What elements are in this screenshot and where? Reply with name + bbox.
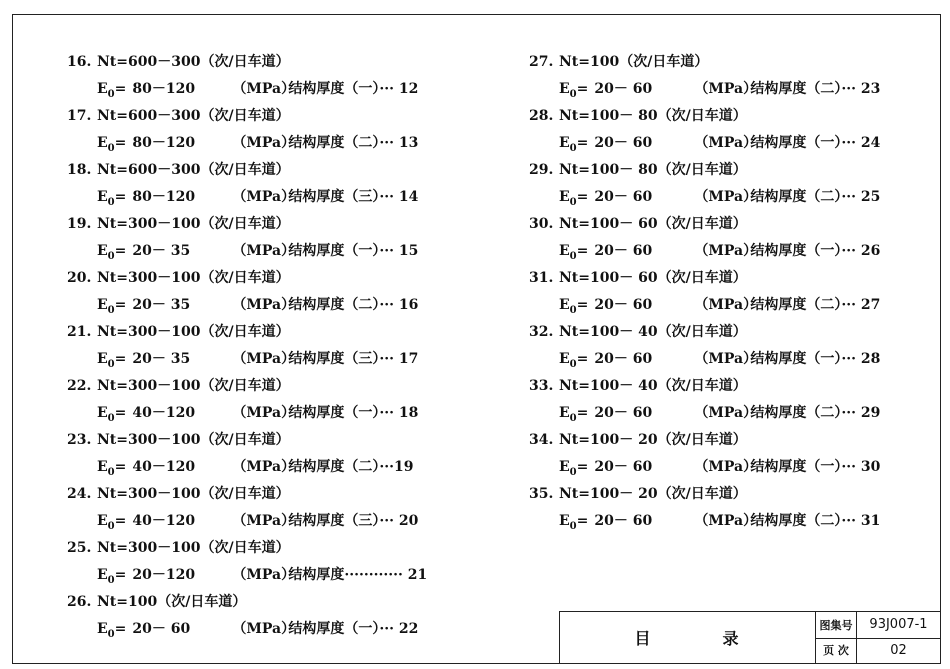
toc-entry-modulus-unit: （MPa） — [232, 135, 296, 151]
toc-entry-modulus-unit: （MPa） — [232, 189, 296, 205]
toc-entry-description: 结构厚度（二）···19 — [288, 459, 414, 475]
toc-entry-traffic-line — [67, 537, 290, 557]
toc-entry-modulus-line — [97, 78, 418, 100]
toc-entry-description: 结构厚度（一）··· 15 — [288, 243, 419, 259]
toc-entry-modulus-range: 20－ 60 — [594, 405, 653, 421]
toc-entry-number: 34. — [529, 432, 554, 448]
toc-entry-number: 19. — [67, 216, 92, 232]
modulus-symbol: $E_0=$ — [97, 243, 127, 262]
title-block — [559, 611, 940, 663]
toc-entry-traffic-unit: （次/日车道） — [657, 432, 747, 448]
toc-entry-modulus-unit: （MPa） — [232, 351, 296, 367]
toc-entry-traffic-line — [67, 51, 290, 71]
toc-entry — [529, 321, 949, 375]
toc-entry-modulus-unit: （MPa） — [232, 243, 296, 259]
toc-entry-traffic: Nt=600－300 — [97, 162, 201, 178]
title-char-2: 录 — [722, 629, 741, 648]
toc-entry — [67, 213, 507, 267]
title-block-grid — [815, 612, 940, 663]
toc-entry-traffic-unit: （次/日车道） — [200, 216, 290, 232]
toc-entry — [67, 483, 507, 537]
toc-entry-traffic-line — [67, 591, 246, 611]
toc-entry-traffic: Nt=600－300 — [97, 108, 201, 124]
modulus-symbol: $E_0=$ — [97, 567, 127, 586]
toc-entry-modulus-unit: （MPa） — [232, 81, 296, 97]
toc-entry-modulus-range: 20－ 60 — [594, 189, 653, 205]
toc-entry-modulus-unit: （MPa） — [232, 297, 296, 313]
toc-entry-traffic-unit: （次/日车道） — [200, 54, 290, 70]
toc-entry-modulus-unit: （MPa） — [694, 405, 758, 421]
toc-entry — [67, 591, 507, 645]
toc-entry-number: 20. — [67, 270, 92, 286]
modulus-symbol: $E_0=$ — [97, 189, 127, 208]
toc-entry — [529, 159, 949, 213]
toc-entry-modulus-unit: （MPa） — [694, 513, 758, 529]
toc-entry-modulus-line — [97, 618, 418, 640]
toc-entry-traffic-line — [67, 321, 290, 341]
toc-entry-number: 29. — [529, 162, 554, 178]
page-number-row — [816, 638, 940, 664]
toc-entry-description: 结构厚度（一）··· 30 — [750, 459, 881, 475]
toc-entry-traffic-line — [529, 159, 747, 179]
toc-entry — [67, 537, 507, 591]
toc-entry — [67, 267, 507, 321]
toc-entry-modulus-range: 20－ 60 — [594, 459, 653, 475]
toc-entry-modulus-line — [559, 456, 880, 478]
atlas-number-label: 图集号 — [816, 612, 857, 638]
toc-entry-traffic-line — [67, 267, 290, 287]
toc-entry — [529, 375, 949, 429]
modulus-symbol: $E_0=$ — [97, 135, 127, 154]
toc-entry-description: 结构厚度（一）··· 28 — [750, 351, 881, 367]
toc-entry-modulus-unit: （MPa） — [694, 189, 758, 205]
toc-entry-traffic-unit: （次/日车道） — [657, 162, 747, 178]
toc-entry-modulus-range: 20－ 60 — [594, 81, 653, 97]
toc-entry-modulus-unit: （MPa） — [232, 621, 296, 637]
toc-entry-modulus-line — [97, 564, 427, 586]
toc-entry-modulus-range: 20－ 60 — [594, 351, 653, 367]
toc-entry-traffic-line — [67, 483, 290, 503]
toc-entry-modulus-range: 40－120 — [132, 405, 196, 421]
toc-entry-traffic-line — [67, 213, 290, 233]
toc-entry-modulus-range: 20－ 35 — [132, 351, 191, 367]
toc-entry-traffic-line — [529, 213, 747, 233]
toc-entry — [67, 105, 507, 159]
toc-entry — [67, 429, 507, 483]
toc-entry-modulus-range: 20－120 — [132, 567, 196, 583]
atlas-number-value: 93J007-1 — [869, 617, 928, 633]
toc-entry — [529, 267, 949, 321]
toc-entry-number: 31. — [529, 270, 554, 286]
toc-entry — [67, 159, 507, 213]
toc-entry-description: 结构厚度············ 21 — [288, 567, 428, 583]
toc-entry-number: 33. — [529, 378, 554, 394]
toc-entry-traffic: Nt=300－100 — [97, 486, 201, 502]
toc-entry-modulus-line — [559, 348, 880, 370]
toc-entry-traffic-line — [529, 267, 747, 287]
page-number-label: 页 次 — [816, 638, 857, 664]
toc-entry-traffic: Nt=100 — [97, 594, 158, 610]
toc-entry-traffic-line — [67, 105, 290, 125]
toc-entry-traffic-unit: （次/日车道） — [657, 486, 747, 502]
toc-entry-traffic: Nt=100－ 80 — [559, 162, 658, 178]
toc-entry-traffic: Nt=100 — [559, 54, 620, 70]
toc-entry — [67, 51, 507, 105]
toc-entry-traffic-line — [529, 105, 747, 125]
toc-entry-modulus-range: 40－120 — [132, 459, 196, 475]
toc-entry-traffic-line — [67, 159, 290, 179]
toc-entry-description: 结构厚度（一）··· 22 — [288, 621, 419, 637]
toc-entry-modulus-line — [97, 402, 418, 424]
toc-entry-modulus-range: 80－120 — [132, 135, 196, 151]
toc-entry-description: 结构厚度（三）··· 14 — [288, 189, 419, 205]
toc-entry-modulus-line — [559, 186, 880, 208]
modulus-symbol: $E_0=$ — [97, 351, 127, 370]
toc-entry-modulus-unit: （MPa） — [694, 81, 758, 97]
page-number-value: 02 — [890, 642, 907, 658]
toc-entry-description: 结构厚度（三）··· 20 — [288, 513, 419, 529]
toc-entry-modulus-line — [97, 510, 418, 532]
modulus-symbol: $E_0=$ — [559, 513, 589, 532]
toc-entry-traffic-line — [529, 375, 747, 395]
drawing-sheet — [12, 14, 941, 664]
toc-entry-traffic-line — [529, 483, 747, 503]
toc-entry-modulus-unit: （MPa） — [694, 135, 758, 151]
toc-entry-modulus-unit: （MPa） — [232, 567, 296, 583]
toc-entry-traffic-unit: （次/日车道） — [657, 270, 747, 286]
modulus-symbol: $E_0=$ — [97, 621, 127, 640]
toc-entry-number: 35. — [529, 486, 554, 502]
toc-entry-traffic-unit: （次/日车道） — [657, 216, 747, 232]
toc-entry — [67, 375, 507, 429]
toc-entry — [529, 483, 949, 537]
toc-entry — [529, 105, 949, 159]
toc-entry-traffic: Nt=100－ 20 — [559, 432, 658, 448]
toc-entry-traffic: Nt=100－ 40 — [559, 378, 658, 394]
toc-entry-traffic-line — [67, 375, 290, 395]
toc-entry-modulus-range: 80－120 — [132, 189, 196, 205]
toc-column-right — [529, 51, 949, 537]
toc-entry — [529, 51, 949, 105]
toc-entry-traffic: Nt=300－100 — [97, 270, 201, 286]
modulus-symbol: $E_0=$ — [97, 405, 127, 424]
toc-entry-description: 结构厚度（二）··· 27 — [750, 297, 881, 313]
toc-entry-traffic: Nt=300－100 — [97, 432, 201, 448]
toc-entry-traffic-unit: （次/日车道） — [200, 432, 290, 448]
toc-entry-modulus-unit: （MPa） — [694, 297, 758, 313]
title-char-1: 目 — [634, 629, 653, 648]
toc-entry-modulus-line — [97, 186, 418, 208]
toc-entry-traffic: Nt=100－ 40 — [559, 324, 658, 340]
atlas-number-row — [816, 612, 940, 639]
toc-entry-modulus-range: 40－120 — [132, 513, 196, 529]
toc-entry-traffic: Nt=600－300 — [97, 54, 201, 70]
toc-entry-description: 结构厚度（一）··· 26 — [750, 243, 881, 259]
modulus-symbol: $E_0=$ — [559, 81, 589, 100]
toc-entry-traffic-line — [529, 321, 747, 341]
modulus-symbol: $E_0=$ — [559, 189, 589, 208]
toc-entry-modulus-line — [97, 240, 418, 262]
title-block-title — [560, 612, 815, 663]
toc-entry-traffic: Nt=100－ 60 — [559, 216, 658, 232]
toc-entry-modulus-line — [97, 294, 418, 316]
toc-entry-traffic: Nt=100－ 80 — [559, 108, 658, 124]
modulus-symbol: $E_0=$ — [559, 243, 589, 262]
toc-entry-modulus-unit: （MPa） — [694, 243, 758, 259]
toc-entry-traffic-line — [529, 51, 708, 71]
toc-entry-modulus-range: 80－120 — [132, 81, 196, 97]
toc-entry-traffic: Nt=300－100 — [97, 324, 201, 340]
toc-entry-number: 17. — [67, 108, 92, 124]
toc-entry-description: 结构厚度（二）··· 31 — [750, 513, 881, 529]
toc-entry-description: 结构厚度（一）··· 24 — [750, 135, 881, 151]
toc-entry-modulus-unit: （MPa） — [694, 351, 758, 367]
modulus-symbol: $E_0=$ — [97, 513, 127, 532]
toc-entry-description: 结构厚度（二）··· 16 — [288, 297, 419, 313]
toc-entry-traffic: Nt=100－ 20 — [559, 486, 658, 502]
toc-column-left — [67, 51, 507, 645]
toc-entry-number: 25. — [67, 540, 92, 556]
toc-entry-traffic-unit: （次/日车道） — [200, 378, 290, 394]
toc-entry-number: 28. — [529, 108, 554, 124]
toc-entry-description: 结构厚度（二）··· 13 — [288, 135, 419, 151]
toc-entry-modulus-line — [559, 240, 880, 262]
toc-entry-number: 22. — [67, 378, 92, 394]
toc-entry-traffic-line — [67, 429, 290, 449]
toc-entry-traffic-unit: （次/日车道） — [619, 54, 709, 70]
toc-entry-modulus-line — [559, 402, 880, 424]
toc-entry-modulus-range: 20－ 60 — [594, 513, 653, 529]
toc-entry-traffic-unit: （次/日车道） — [200, 108, 290, 124]
toc-entry-number: 32. — [529, 324, 554, 340]
toc-entry-traffic-unit: （次/日车道） — [200, 162, 290, 178]
toc-entry-modulus-line — [97, 348, 418, 370]
toc-entry-modulus-line — [559, 294, 880, 316]
toc-entry — [529, 429, 949, 483]
toc-entry-number: 30. — [529, 216, 554, 232]
toc-entry-description: 结构厚度（二）··· 25 — [750, 189, 881, 205]
toc-entry-modulus-unit: （MPa） — [694, 459, 758, 475]
toc-entry-number: 24. — [67, 486, 92, 502]
toc-entry-traffic-unit: （次/日车道） — [200, 270, 290, 286]
toc-entry-number: 18. — [67, 162, 92, 178]
toc-entry-modulus-range: 20－ 35 — [132, 243, 191, 259]
toc-entry-description: 结构厚度（三）··· 17 — [288, 351, 419, 367]
toc-entry-modulus-range: 20－ 60 — [594, 297, 653, 313]
toc-entry-modulus-range: 20－ 60 — [594, 135, 653, 151]
toc-entry-description: 结构厚度（二）··· 29 — [750, 405, 881, 421]
toc-entry-traffic: Nt=300－100 — [97, 540, 201, 556]
toc-entry-modulus-line — [97, 456, 413, 478]
toc-entry-number: 26. — [67, 594, 92, 610]
modulus-symbol: $E_0=$ — [559, 459, 589, 478]
toc-entry-traffic: Nt=300－100 — [97, 378, 201, 394]
toc-entry-modulus-range: 20－ 60 — [132, 621, 191, 637]
toc-entry-number: 16. — [67, 54, 92, 70]
toc-entry-modulus-unit: （MPa） — [232, 405, 296, 421]
toc-entry — [529, 213, 949, 267]
modulus-symbol: $E_0=$ — [559, 405, 589, 424]
toc-entry-traffic-unit: （次/日车道） — [657, 108, 747, 124]
toc-entry-traffic-unit: （次/日车道） — [200, 324, 290, 340]
toc-entry-modulus-unit: （MPa） — [232, 459, 296, 475]
modulus-symbol: $E_0=$ — [97, 297, 127, 316]
toc-entry-traffic-unit: （次/日车道） — [657, 324, 747, 340]
toc-entry-traffic-line — [529, 429, 747, 449]
toc-entry — [67, 321, 507, 375]
toc-entry-modulus-line — [559, 132, 880, 154]
toc-entry-modulus-range: 20－ 35 — [132, 297, 191, 313]
modulus-symbol: $E_0=$ — [97, 81, 127, 100]
toc-entry-modulus-unit: （MPa） — [232, 513, 296, 529]
toc-entry-modulus-line — [559, 78, 880, 100]
toc-entry-modulus-range: 20－ 60 — [594, 243, 653, 259]
toc-entry-description: 结构厚度（一）··· 12 — [288, 81, 419, 97]
toc-entry-number: 27. — [529, 54, 554, 70]
modulus-symbol: $E_0=$ — [97, 459, 127, 478]
modulus-symbol: $E_0=$ — [559, 351, 589, 370]
toc-entry-description: 结构厚度（一）··· 18 — [288, 405, 419, 421]
toc-entry-modulus-line — [559, 510, 880, 532]
toc-entry-number: 21. — [67, 324, 92, 340]
toc-entry-traffic: Nt=100－ 60 — [559, 270, 658, 286]
toc-entry-traffic: Nt=300－100 — [97, 216, 201, 232]
modulus-symbol: $E_0=$ — [559, 135, 589, 154]
toc-entry-modulus-line — [97, 132, 418, 154]
modulus-symbol: $E_0=$ — [559, 297, 589, 316]
toc-entry-traffic-unit: （次/日车道） — [200, 486, 290, 502]
toc-entry-traffic-unit: （次/日车道） — [200, 540, 290, 556]
toc-entry-number: 23. — [67, 432, 92, 448]
toc-entry-description: 结构厚度（二）··· 23 — [750, 81, 881, 97]
toc-entry-traffic-unit: （次/日车道） — [657, 378, 747, 394]
toc-entry-traffic-unit: （次/日车道） — [157, 594, 247, 610]
